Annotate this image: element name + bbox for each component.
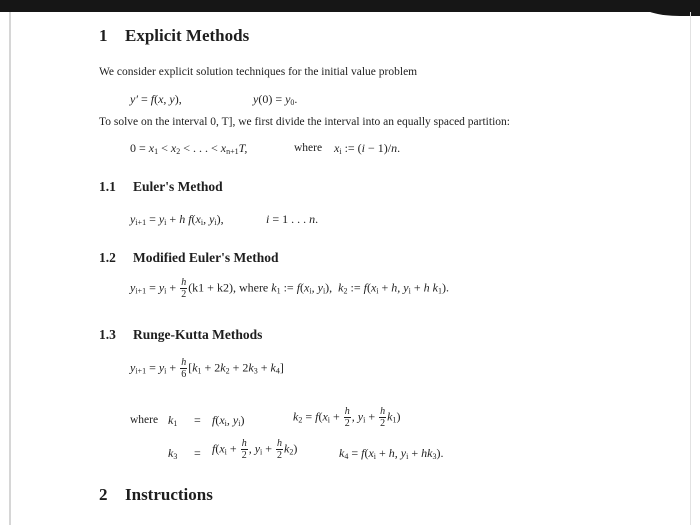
- page-right-edge: [690, 12, 691, 525]
- modified-euler-formula: $y_{i+1} = y_i$ + $\frac{h}{2}$ (k1 + k2), where $k_1$ := $f(x_i$, $y_i$), $k_2$ := $f(x_i + h$, $y_i + h$ $k_1$).: [130, 277, 449, 300]
- ivp-initial-condition: $y(0) = y_0$.: [253, 92, 298, 107]
- euler-title: Euler's Method: [133, 179, 223, 194]
- k2-frac-2: $\frac{h}{2}$: [380, 406, 386, 429]
- ivp-ode-text: y′ = f(x, y),: [130, 92, 182, 106]
- euler-range: i = 1 . . . n.: [266, 212, 319, 226]
- partition-paragraph: To solve on the interval 0, T], we first divide the interval into an equally spaced partition:: [99, 116, 510, 128]
- partition-equation: $0 = x_1 < x_2$ < . . . < $x_{n+1}T$,: [130, 141, 248, 156]
- section-1-heading: [99, 26, 249, 46]
- where-label: where: [294, 142, 323, 154]
- rk-frac-den: 6: [181, 369, 187, 380]
- euler-heading: [99, 179, 223, 195]
- ivp-ode: [130, 92, 182, 107]
- runge-kutta-heading: [99, 327, 262, 343]
- mod-frac-num: h: [181, 277, 187, 288]
- k2-frac-1: $\frac{h}{2}$: [344, 406, 350, 429]
- rk-k3-rhs: $f(x_i$ + $\frac{h}{2}$ , $y_i$ + $\frac{h}{2}$ $k_2$): [212, 438, 298, 461]
- runge-kutta-formula: $y_{i+1} = y_i$ + $\frac{h}{6}$ $[k_1 + 2k_2 + 2k_3 + k_4]$: [130, 357, 284, 380]
- modified-euler-heading: [99, 250, 279, 266]
- section-2-title: Instructions: [125, 485, 213, 504]
- euler-formula: $y_{i+1} = y_i + h$ $f(x_i$, $y_i$),: [130, 212, 224, 227]
- modified-euler-number: 1.2: [99, 250, 116, 265]
- section-2-number: 2: [99, 485, 108, 504]
- rk-where-label: where: [130, 414, 159, 426]
- section-1-number: 1: [99, 26, 108, 45]
- rk-k2: $k_2 = f(x_i$ + $\frac{h}{2}$ , $y_i$ + $\frac{h}{2}$ $k_1$): [293, 406, 401, 429]
- mod-frac-den: 2: [181, 289, 187, 300]
- euler-number: 1.1: [99, 179, 116, 194]
- page-top-edge: [0, 0, 700, 12]
- rk-k3-equals: =: [194, 446, 201, 460]
- intro-paragraph: We consider explicit solution techniques for the initial value problem: [99, 66, 418, 78]
- rk-k1-lhs: $k_1$: [168, 413, 178, 428]
- section-1-title: Explicit Methods: [125, 26, 250, 45]
- k3-frac-1: $\frac{h}{2}$: [241, 438, 247, 461]
- rk-fraction: [180, 357, 187, 380]
- rk-k1-equals: =: [194, 413, 201, 427]
- modified-euler-fraction: [180, 277, 187, 300]
- rk-k3-lhs: $k_3$: [168, 446, 178, 461]
- rk-frac-num: h: [181, 357, 187, 368]
- rk-k1-rhs: $f(x_i$, $y_i$): [212, 413, 245, 428]
- runge-kutta-title: Runge-Kutta Methods: [133, 327, 263, 342]
- rk-k4: $k_4 = f(x_i + h$, $y_i + hk_3$).: [339, 446, 444, 461]
- partition-definition: $x_i$ := (i − 1)/n.: [334, 141, 401, 156]
- section-2-heading: [99, 485, 213, 505]
- k3-frac-2: $\frac{h}{2}$: [277, 438, 283, 461]
- runge-kutta-number: 1.3: [99, 327, 116, 342]
- page-left-edge: [9, 12, 11, 525]
- modified-euler-title: Modified Euler's Method: [133, 250, 279, 265]
